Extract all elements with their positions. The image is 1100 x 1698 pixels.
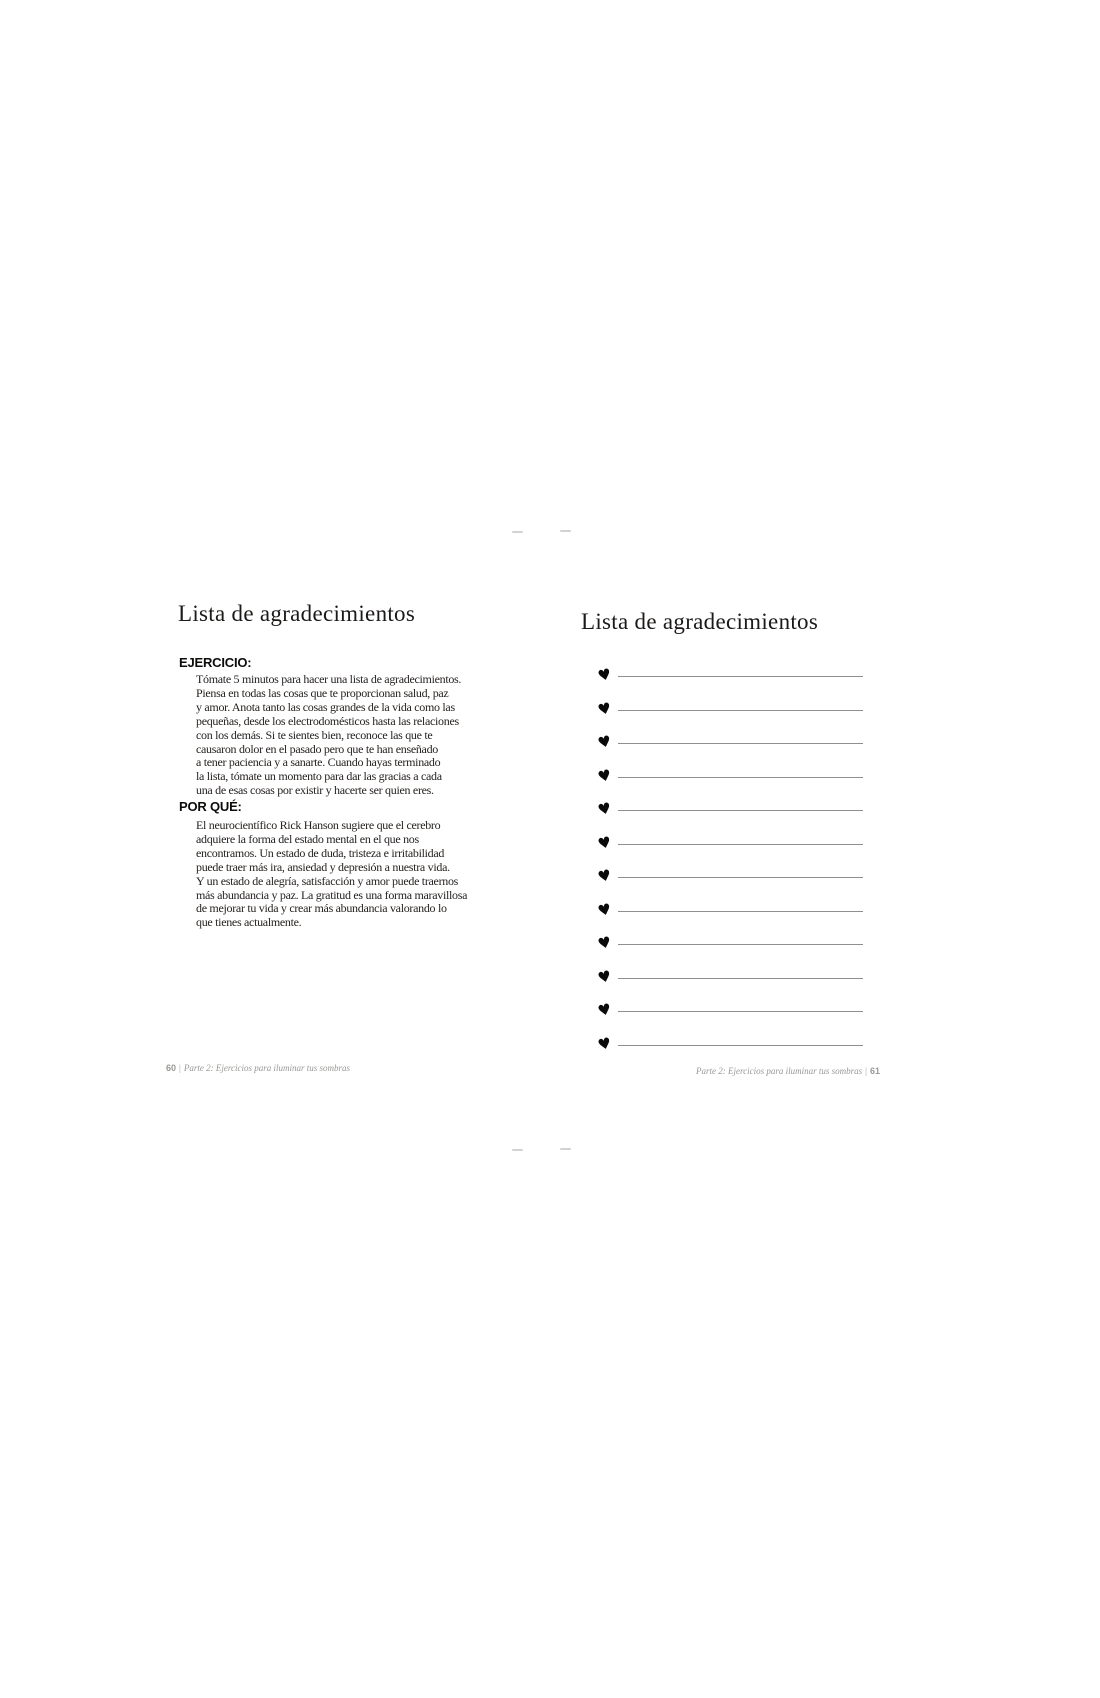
text-line: a tener paciencia y a sanarte. Cuando hayas terminado (196, 755, 441, 770)
heart-icon: ♥ (595, 798, 614, 819)
text-line: adquiere la forma del estado mental en el que nos (196, 831, 419, 846)
porque-paragraph (196, 819, 467, 930)
page-title: Lista de agradecimientos (178, 601, 416, 626)
writing-line (618, 944, 863, 945)
heart-icon: ♥ (595, 865, 614, 886)
gratitude-entry-row (595, 664, 863, 685)
text-line: puede traer más ira, ansiedad y depresión a nuestra vida. (196, 859, 450, 874)
page-number: 60 (166, 1063, 177, 1073)
section-heading-porque: POR QUÉ: (179, 799, 242, 814)
gratitude-entry-row (595, 865, 863, 886)
page-footer (696, 1066, 880, 1076)
text-line: con los demás. Si te sientes bien, reconoce las que te (196, 727, 433, 742)
heart-icon: ♥ (595, 932, 614, 953)
writing-line (618, 844, 863, 845)
heart-icon: ♥ (595, 832, 614, 853)
heart-icon: ♥ (595, 765, 614, 786)
gratitude-entry-row (595, 899, 863, 920)
gratitude-entry-row (595, 731, 863, 752)
writing-line (618, 877, 863, 878)
heart-icon: ♥ (595, 899, 614, 920)
crop-mark-bottom-left (512, 1149, 523, 1151)
text-line: causaron dolor en el pasado pero que te han enseñado (196, 741, 438, 756)
text-line: Y un estado de alegría, satisfacción y amor puede traernos (196, 873, 459, 888)
section-heading-ejercicio: EJERCICIO: (179, 655, 252, 670)
writing-line (618, 911, 863, 912)
page-number: 61 (869, 1066, 880, 1076)
gratitude-list (595, 0, 868, 1100)
text-line: encontramos. Un estado de duda, tristeza e irritabilidad (196, 845, 445, 860)
page-title: Lista de agradecimientos (581, 609, 819, 634)
crop-mark-top-right (560, 530, 571, 532)
heart-icon: ♥ (595, 966, 614, 987)
gratitude-entry-row (595, 932, 863, 953)
page-footer (166, 1063, 350, 1073)
heart-icon: ♥ (595, 698, 614, 719)
gratitude-entry-row (595, 966, 863, 987)
writing-line (618, 710, 863, 711)
text-line: El neurocientífico Rick Hanson sugiere que el cerebro (196, 818, 441, 832)
chapter-label: Parte 2: Ejercicios para iluminar tus sombras (183, 1063, 350, 1073)
text-line: y amor. Anota tanto las cosas grandes de la vida como las (196, 699, 455, 714)
writing-line (618, 810, 863, 811)
text-line: la lista, tómate un momento para dar las gracias a cada (196, 769, 442, 784)
ejercicio-paragraph (196, 673, 461, 798)
heart-icon: ♥ (595, 999, 614, 1020)
gratitude-entry-row (595, 1033, 863, 1054)
heart-icon: ♥ (595, 664, 614, 685)
text-line: pequeñas, desde los electrodomésticos hasta las relaciones (196, 713, 459, 728)
footer-separator: | (179, 1063, 181, 1073)
crop-mark-bottom-right (560, 1148, 571, 1150)
writing-line (618, 676, 863, 677)
crop-mark-top-left (512, 531, 523, 533)
writing-line (618, 978, 863, 979)
writing-line (618, 777, 863, 778)
footer-separator: | (865, 1066, 867, 1076)
text-line: de mejorar tu vida y crear más abundancia valorando lo (196, 901, 447, 916)
chapter-label: Parte 2: Ejercicios para iluminar tus sombras (696, 1066, 863, 1076)
gratitude-entry-row (595, 798, 863, 819)
heart-icon: ♥ (595, 731, 614, 752)
text-line: más abundancia y paz. La gratitud es una forma maravillosa (196, 887, 468, 902)
writing-line (618, 743, 863, 744)
writing-line (618, 1045, 863, 1046)
gratitude-entry-row (595, 832, 863, 853)
text-line: una de esas cosas por existir y hacerte ser quien eres. (196, 783, 434, 798)
text-line: que tienes actualmente. (196, 915, 302, 930)
text-line: Piensa en todas las cosas que te proporcionan salud, paz (196, 685, 449, 700)
gratitude-entry-row (595, 765, 863, 786)
heart-icon: ♥ (595, 1033, 614, 1054)
text-line: Tómate 5 minutos para hacer una lista de agradecimientos. (196, 672, 462, 686)
writing-line (618, 1011, 863, 1012)
gratitude-entry-row (595, 698, 863, 719)
gratitude-entry-row (595, 999, 863, 1020)
